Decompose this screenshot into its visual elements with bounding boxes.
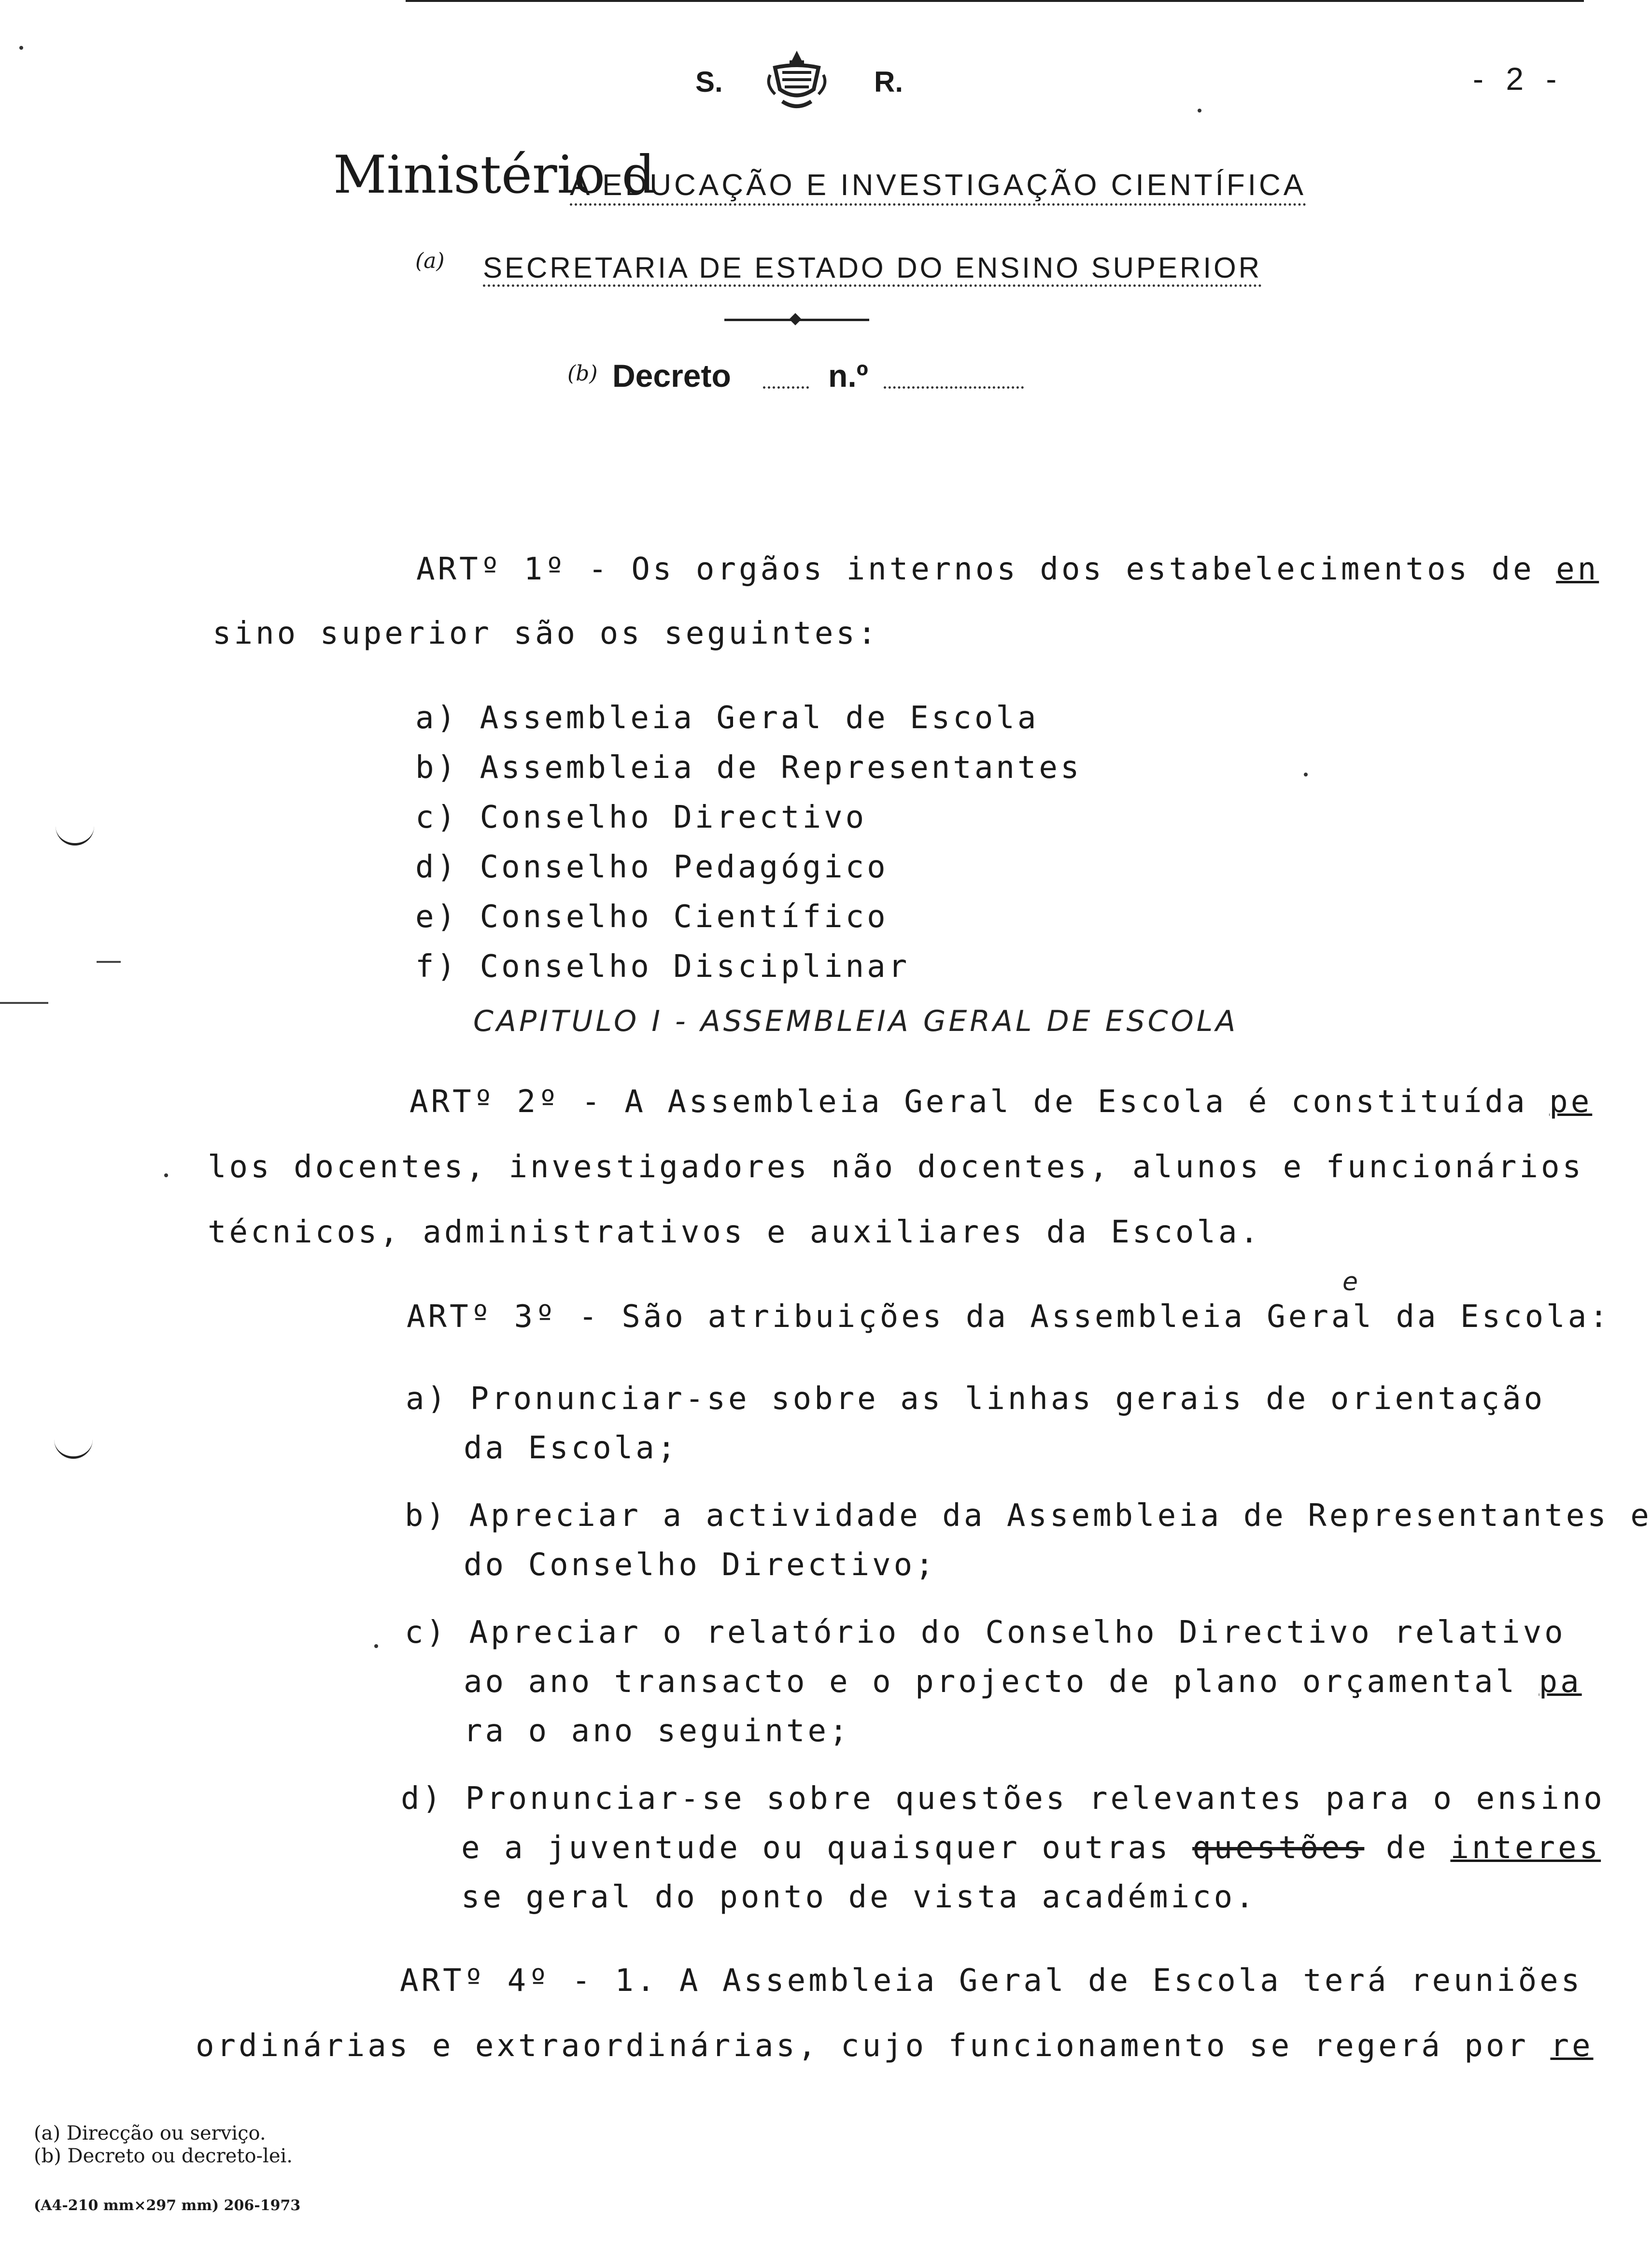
scan-speck-4	[374, 1644, 378, 1648]
numero-blank	[884, 381, 1024, 391]
page-number: - 2 -	[1473, 61, 1564, 97]
margin-punch-mark	[56, 826, 94, 846]
ministry-title-word: Ministério d	[333, 145, 655, 205]
ministry-title-rest: A EDUCAÇÃO E INVESTIGAÇÃO CIENTÍFICA	[570, 168, 1306, 206]
decreto-label: Decreto	[612, 358, 731, 394]
header-letter-r: R.	[874, 66, 903, 98]
header-letter-s: S.	[695, 66, 723, 98]
form-code: (A4-210 mm×297 mm) 206-1973	[34, 2197, 301, 2214]
art3-item-c-line1: c) Apreciar o relatório do Conselho Directivo relativo	[405, 1615, 1566, 1650]
art1-line2: sino superior são os seguintes:	[212, 616, 879, 651]
art2-line3: técnicos, administrativos e auxiliares da Escola.	[208, 1214, 1262, 1250]
secretaria-line: SECRETARIA DE ESTADO DO ENSINO SUPERIOR	[483, 251, 1262, 287]
art3-item-c-line3: ra o ano seguinte;	[464, 1713, 851, 1749]
scan-speck-5	[1304, 773, 1308, 776]
handwritten-chapter-heading: CAPITULO I - ASSEMBLEIA GERAL DE ESCOLA	[473, 1004, 1239, 1038]
footnote-marker-b: (b)	[567, 361, 598, 386]
art3-item-d-line1: d) Pronunciar-se sobre questões relevantes para o ensino	[401, 1781, 1605, 1817]
top-border-line	[406, 0, 1584, 2]
art2-line1: ARTº 2º - A Assembleia Geral de Escola é constituída pe	[409, 1084, 1593, 1120]
organ-item-d: d) Conselho Pedagógico	[415, 849, 889, 885]
numero-label: n.º	[828, 358, 868, 394]
art3-item-a-line1: a) Pronunciar-se sobre as linhas gerais de orientação	[406, 1381, 1546, 1417]
divider-diamond-icon	[789, 313, 801, 325]
handwritten-correction: e	[1342, 1268, 1361, 1297]
margin-dash-mark-2	[97, 961, 121, 963]
organ-item-f: f) Conselho Disciplinar	[415, 949, 910, 985]
decreto-blank	[763, 381, 809, 391]
struck-word: questões	[1192, 1830, 1365, 1866]
footnote-marker-a: (a)	[415, 249, 445, 273]
scan-speck-2	[1198, 109, 1201, 113]
art3-line1: ARTº 3º - São atribuições da Assembleia Geral da Escola:	[407, 1299, 1611, 1335]
organ-item-e: e) Conselho Científico	[415, 899, 889, 935]
art2-line2: los docentes, investigadores não docentes, alunos e funcionários	[208, 1149, 1584, 1185]
art4-line1: ARTº 4º - 1. A Assembleia Geral de Escola terá reuniões	[400, 1963, 1583, 1999]
art3-item-d-line3: se geral do ponto de vista académico.	[461, 1879, 1257, 1915]
art1-line1: ARTº 1º - Os orgãos internos dos estabelecimentos de en	[416, 551, 1599, 587]
footnote-a: (a) Direcção ou serviço.	[34, 2122, 266, 2144]
art4-line2: ordinárias e extraordinárias, cujo funcionamento se regerá por re	[196, 2028, 1594, 2064]
art3-item-b-line2: do Conselho Directivo;	[464, 1547, 937, 1583]
art3-item-b-line1: b) Apreciar a actividade da Assembleia de Representantes e	[405, 1498, 1652, 1534]
footnote-b: (b) Decreto ou decreto-lei.	[34, 2145, 293, 2167]
art3-item-c-line2: ao ano transacto e o projecto de plano orçamental pa	[464, 1664, 1582, 1700]
organ-item-c: c) Conselho Directivo	[415, 800, 867, 835]
organ-item-a: a) Assembleia Geral de Escola	[415, 700, 1039, 736]
organ-item-b: b) Assembleia de Representantes	[415, 750, 1082, 786]
art3-item-a-line2: da Escola;	[464, 1430, 679, 1466]
margin-dash-mark	[0, 1002, 48, 1004]
margin-punch-mark-2	[54, 1439, 93, 1459]
scan-speck	[19, 46, 23, 50]
scan-speck-3	[164, 1173, 168, 1177]
coat-of-arms-icon	[761, 46, 833, 120]
art3-item-d-line2: e a juventude ou quaisquer outras questões de interes	[461, 1830, 1601, 1866]
